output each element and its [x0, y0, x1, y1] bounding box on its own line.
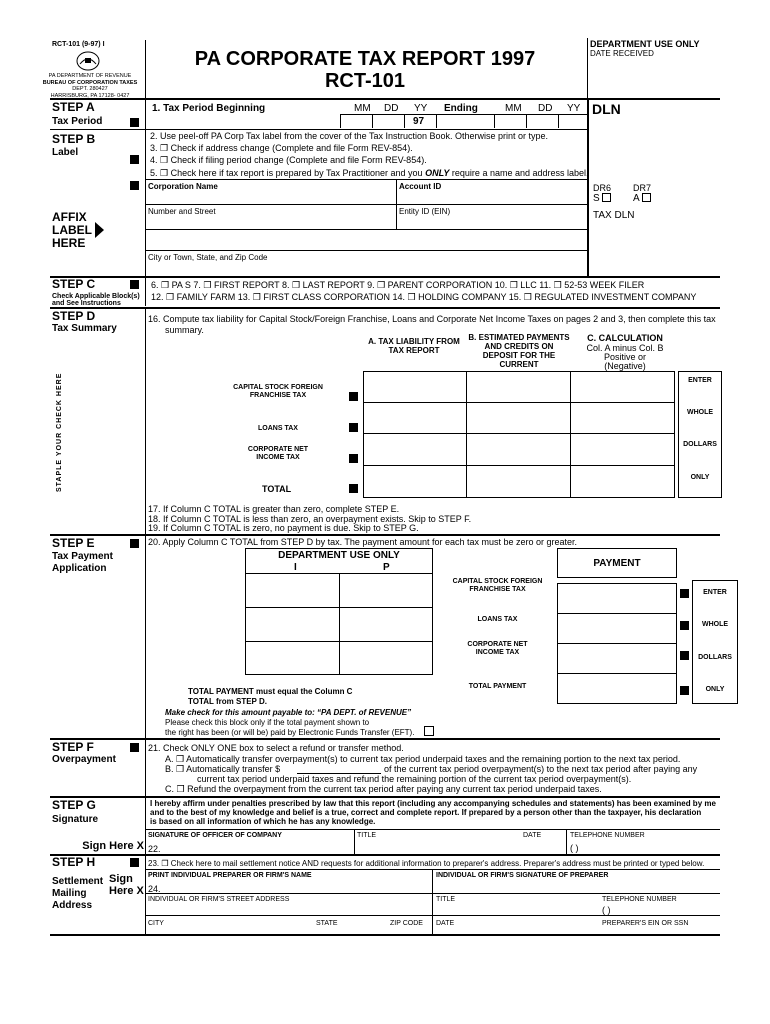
- note-payable: Make check for this amount payable to: “PA DEPT. of REVENUE”: [165, 708, 412, 717]
- row-total: TOTAL: [262, 484, 292, 494]
- marker-square: [349, 392, 358, 401]
- g-title-label: TITLE: [357, 832, 377, 839]
- marker-square: [680, 589, 689, 598]
- col-c-header-3: Positive or: [603, 352, 647, 362]
- step-f-label: STEP F: [52, 740, 94, 754]
- col-c-header-2: Col. A minus Col. B: [586, 343, 664, 353]
- e-only-label: ONLY: [705, 686, 725, 693]
- marker-square: [130, 155, 139, 164]
- marker-square: [130, 539, 139, 548]
- option-b-text: of the current tax period overpayment(s) to the next tax period after paying any: [384, 764, 698, 774]
- affix-line-3: HERE: [52, 236, 86, 250]
- tax-summary-grid[interactable]: [363, 371, 675, 498]
- line-5-text-c: require a name and address label.: [451, 168, 589, 178]
- tax-dln-label: TAX DLN: [593, 210, 635, 221]
- step-c-label: STEP C: [52, 277, 96, 291]
- a-text: A: [633, 193, 640, 204]
- line-22[interactable]: 22.: [148, 844, 161, 854]
- preparer-street-label: INDIVIDUAL OR FIRM'S STREET ADDRESS: [148, 896, 290, 903]
- step-h-sub-1: Settlement: [52, 876, 104, 887]
- agency-line-2: BUREAU OF CORPORATION TAXES: [42, 79, 138, 86]
- h-title-label: TITLE: [436, 896, 456, 903]
- preparer-signature-label: INDIVIDUAL OR FIRM'S SIGNATURE OF PREPARER: [436, 872, 609, 879]
- mm-label: MM: [354, 103, 371, 114]
- e-dollars-label: DOLLARS: [698, 654, 732, 661]
- option-b-text-2: current tax period underpaid taxes and refund the remaining portion of the current tax period overpayment(s).: [197, 774, 632, 784]
- eft-checkbox[interactable]: [424, 726, 434, 736]
- line-24[interactable]: 24.: [148, 884, 161, 894]
- marker-square: [680, 686, 689, 695]
- h-date-label: DATE: [436, 920, 455, 927]
- step-e-sub2: Application: [52, 563, 107, 574]
- agency-line-4: HARRISBURG, PA 17128- 0427: [50, 92, 130, 99]
- a-checkbox[interactable]: [633, 193, 653, 204]
- marker-square: [130, 280, 139, 289]
- step-b-label: STEP B: [52, 132, 96, 146]
- line-4-period-change[interactable]: 4. ❒ Check if filing period change (Complete and file Form REV-854).: [150, 155, 427, 165]
- g-telephone-label: TELEPHONE NUMBER: [570, 832, 645, 839]
- step-d-label: STEP D: [52, 309, 96, 323]
- note-eft-1: Please check this block only if the total payment shown to: [165, 718, 370, 727]
- step-f-sub: Overpayment: [52, 754, 116, 765]
- s-checkbox[interactable]: [593, 193, 613, 204]
- line-5-text-a: 5. ❒ Check here if tax report is prepared by Tax Practitioner and you: [150, 168, 423, 178]
- marker-square: [130, 743, 139, 752]
- line-23[interactable]: 23. ❒ Check here to mail settlement notice AND requests for additional information to preparer's address. Preparer's address must be printed or typed below.: [148, 859, 705, 868]
- col-c-header-4: (Negative): [604, 361, 646, 371]
- here-x-label-h: Here X: [109, 885, 144, 897]
- line-18: 18. If Column C TOTAL is less than zero, an overpayment exists. Skip to STEP F.: [148, 514, 472, 524]
- step-g-sub: Signature: [52, 814, 99, 825]
- dd-label: DD: [384, 103, 399, 114]
- s-text: S: [593, 193, 600, 204]
- step-c-sub: Check Applicable Block(s): [52, 293, 140, 300]
- e-row-loans-tax: LOANS TAX: [477, 616, 518, 623]
- step-c-sub2: and See Instructions: [52, 300, 121, 307]
- ending-label: Ending: [444, 103, 478, 114]
- form-code: RCT-101 (9-97) I: [52, 41, 105, 48]
- dd2-label: DD: [538, 103, 553, 114]
- enter-label: ENTER: [688, 377, 712, 384]
- marker-square: [680, 651, 689, 660]
- row-capital-stock: CAPITAL STOCK FOREIGN FRANCHISE TAX: [233, 384, 323, 399]
- step-b-sub: Label: [52, 147, 79, 158]
- preparer-ein-label: PREPARER'S EIN OR SSN: [602, 920, 689, 927]
- page-subtitle: RCT-101: [324, 70, 406, 92]
- agency-line-3: DEPT. 280427: [72, 86, 108, 92]
- note-total-2: TOTAL from STEP D.: [188, 697, 267, 706]
- corp-name-label: Corporation Name: [148, 182, 218, 191]
- marker-square: [680, 621, 689, 630]
- affix-line-1: AFFIX: [52, 210, 87, 224]
- sign-here-g: Sign Here X: [82, 840, 144, 852]
- state-label: STATE: [316, 920, 338, 927]
- col-p-label: P: [383, 562, 390, 573]
- affirm-line-2: and to the best of my knowledge and belief is a true, correct and complete report. If prepared by a person other than the taxpayer, his declaration: [150, 808, 702, 817]
- e-enter-label: ENTER: [703, 589, 727, 596]
- officer-signature-label: SIGNATURE OF OFFICER OF COMPANY: [148, 832, 282, 839]
- tax-period-begin-label: 1. Tax Period Beginning: [152, 103, 266, 114]
- whole-label: WHOLE: [686, 409, 714, 416]
- dln-label: DLN: [592, 101, 621, 117]
- dept-use-header: DEPARTMENT USE ONLY: [590, 39, 700, 49]
- payment-header: PAYMENT: [593, 558, 641, 569]
- step-g-label: STEP G: [52, 798, 96, 812]
- g-telephone-parens[interactable]: ( ): [570, 843, 579, 853]
- option-c[interactable]: C. ❒ Refund the overpayment from the current tax period after paying any current tax period underpaid taxes.: [165, 784, 602, 794]
- e-row-total-payment: TOTAL PAYMENT: [468, 683, 527, 690]
- e-row-capital-stock: CAPITAL STOCK FOREIGN FRANCHISE TAX: [452, 578, 543, 593]
- h-telephone-parens[interactable]: ( ): [602, 905, 611, 915]
- agency-block: [40, 73, 140, 99]
- yy-label: YY: [414, 103, 428, 114]
- line-2-text: 2. Use peel-off PA Corp Tax label from the cover of the Tax Instruction Book. Otherwise print or type.: [150, 131, 549, 141]
- marker-square: [349, 423, 358, 432]
- line-16-text-b: summary.: [165, 325, 204, 335]
- step-a-sub: Tax Period: [52, 116, 103, 127]
- affix-label-text: [52, 211, 92, 250]
- e-whole-label: WHOLE: [701, 621, 729, 628]
- dr6-label: DR6: [593, 183, 612, 193]
- step-d-sub: Tax Summary: [52, 323, 117, 334]
- tax-year-value[interactable]: 97: [413, 116, 425, 127]
- row-corp-net-income: CORPORATE NET INCOME TAX: [247, 446, 309, 461]
- step-h-label: STEP H: [52, 855, 96, 869]
- affix-line-2: LABEL: [52, 223, 92, 237]
- marker-square: [130, 118, 139, 127]
- note-total-1: TOTAL PAYMENT must equal the Column C: [188, 687, 353, 696]
- zip-label: ZIP CODE: [390, 920, 423, 927]
- entity-id-label: Entity ID (EIN): [399, 207, 451, 216]
- yy2-label: YY: [567, 103, 581, 114]
- step-e-sub: Tax Payment: [52, 551, 113, 562]
- entity-type-row-2[interactable]: 12. ❒ FAMILY FARM 13. ❒ FIRST CLASS CORPORATION 14. ❒ HOLDING COMPANY 15. ❒ REGULATED INVESTMENT COMPANY: [151, 292, 697, 302]
- affirmation: [150, 799, 725, 826]
- step-e-label: STEP E: [52, 536, 95, 550]
- marker-square: [130, 858, 139, 867]
- city-label: CITY: [148, 920, 164, 927]
- line-19: 19. If Column C TOTAL is zero, no payment is due. Skip to STEP G.: [148, 523, 419, 533]
- marker-square: [130, 181, 139, 190]
- entity-type-row-1[interactable]: 6. ❒ PA S 7. ❒ FIRST REPORT 8. ❒ LAST REPORT 9. ❒ PARENT CORPORATION 10. ❒ LLC 11. ❒ 52-53 WEEK FILER: [151, 280, 645, 290]
- line-5-text-b: ONLY: [425, 168, 450, 178]
- col-c-header-1: C. CALCULATION: [587, 333, 663, 343]
- marker-square: [349, 484, 358, 493]
- line-5-practitioner[interactable]: [150, 168, 589, 178]
- col-i-label: I: [294, 562, 297, 573]
- pa-seal-icon: [75, 50, 101, 72]
- step-a-label: STEP A: [52, 100, 95, 114]
- city-state-zip-label: City or Town, State, and Zip Code: [148, 253, 268, 262]
- note-eft-2: the right has been (or will be) paid by Electronic Funds Transfer (EFT).: [165, 728, 415, 737]
- number-street-label: Number and Street: [148, 207, 216, 216]
- page-title: PA CORPORATE TAX REPORT 1997: [194, 48, 536, 70]
- line-3-address-change[interactable]: 3. ❒ Check if address change (Complete and file Form REV-854).: [150, 143, 413, 153]
- marker-square: [349, 454, 358, 463]
- e-row-corp-net-income: CORPORATE NET INCOME TAX: [467, 641, 528, 656]
- only-label: ONLY: [690, 474, 710, 481]
- date-received-label: DATE RECEIVED: [590, 49, 654, 58]
- h-telephone-label: TELEPHONE NUMBER: [602, 896, 677, 903]
- affirm-line-1: I hereby affirm under penalties prescribed by law that this report (including any accompanying schedules and statements) has been examined by me: [150, 799, 716, 808]
- preparer-name-label: PRINT INDIVIDUAL PREPARER OR FIRM'S NAME: [148, 872, 312, 879]
- row-loans-tax: LOANS TAX: [258, 425, 298, 432]
- option-a[interactable]: A. ❒ Automatically transfer overpayment(s) to current tax period underpaid taxes and the remaining portion to the next tax period.: [165, 754, 681, 764]
- step-h-sub-3: Address: [52, 900, 93, 911]
- g-date-label: DATE: [523, 832, 542, 839]
- step-h-sub-2: Mailing: [52, 888, 87, 899]
- staple-check-here: STAPLE YOUR CHECK HERE: [56, 372, 63, 492]
- line-17: 17. If Column C TOTAL is greater than zero, complete STEP E.: [148, 504, 400, 514]
- col-b-header: B. ESTIMATED PAYMENTS AND CREDITS ON DEPOSIT FOR THE CURRENT: [468, 333, 570, 369]
- sign-label-h: Sign: [109, 873, 133, 885]
- affirm-line-3: is based on all information of which he has any knowledge.: [150, 817, 376, 826]
- account-id-label: Account ID: [399, 182, 442, 191]
- line-20: 20. Apply Column C TOTAL from STEP D by tax. The payment amount for each tax must be zero or greater.: [148, 537, 578, 547]
- dept-use-e-header: DEPARTMENT USE ONLY: [278, 550, 400, 561]
- col-a-header: A. TAX LIABILITY FROM TAX REPORT: [368, 337, 460, 355]
- agency-line-1: PA DEPARTMENT OF REVENUE: [48, 73, 132, 79]
- line-21: 21. Check ONLY ONE box to select a refund or transfer method.: [148, 743, 404, 753]
- mm2-label: MM: [505, 103, 522, 114]
- dr7-label: DR7: [633, 183, 652, 193]
- dollars-label: DOLLARS: [683, 441, 717, 448]
- option-b[interactable]: B. ❒ Automatically transfer $: [165, 764, 281, 774]
- line-16-text: 16. Compute tax liability for Capital Stock/Foreign Franchise, Loans and Corporate Net Income Taxes on pages 2 and 3, then complete this tax: [148, 314, 716, 324]
- arrow-right-icon: [95, 222, 104, 238]
